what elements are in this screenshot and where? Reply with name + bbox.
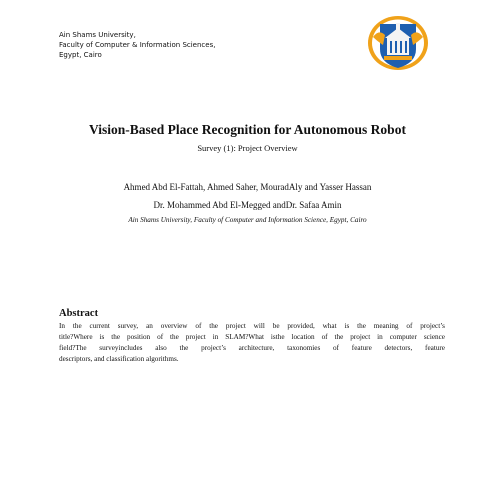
paper-title: Vision-Based Place Recognition for Autonomous Robot [89,122,406,137]
paper-subtitle: Survey (1): Project Overview [197,143,298,153]
institution-header [59,30,215,60]
abstract-body [59,321,445,365]
university-crest-logo [367,15,429,71]
author-affiliation: Ain Shams University, Faculty of Computer and Information Science, Egypt, Cairo [128,216,367,224]
institution-line: Ain Shams University, [59,31,136,39]
institution-line: Egypt, Cairo [59,51,102,59]
institution-line: Faculty of Computer & Information Sciences, [59,41,216,49]
abstract-line: descriptors, and classification algorithms. [59,355,179,363]
authors-line: Ahmed Abd El-Fattah, Ahmed Saher, MouradAly and Yasser Hassan [123,182,372,192]
abstract-line: field?The surveyincludes also the project’s architecture, taxonomies of feature detectors, feature [59,344,445,352]
advisors-line: Dr. Mohammed Abd El-Megged andDr. Safaa Amin [153,200,342,210]
abstract-heading: Abstract [59,308,99,319]
abstract-line: In the current survey, an overview of the project will be provided, what is the meaning of project’s [59,322,445,330]
abstract-line: title?Where is the position of the project in SLAM?What isthe location of the project in computer science [59,333,445,341]
